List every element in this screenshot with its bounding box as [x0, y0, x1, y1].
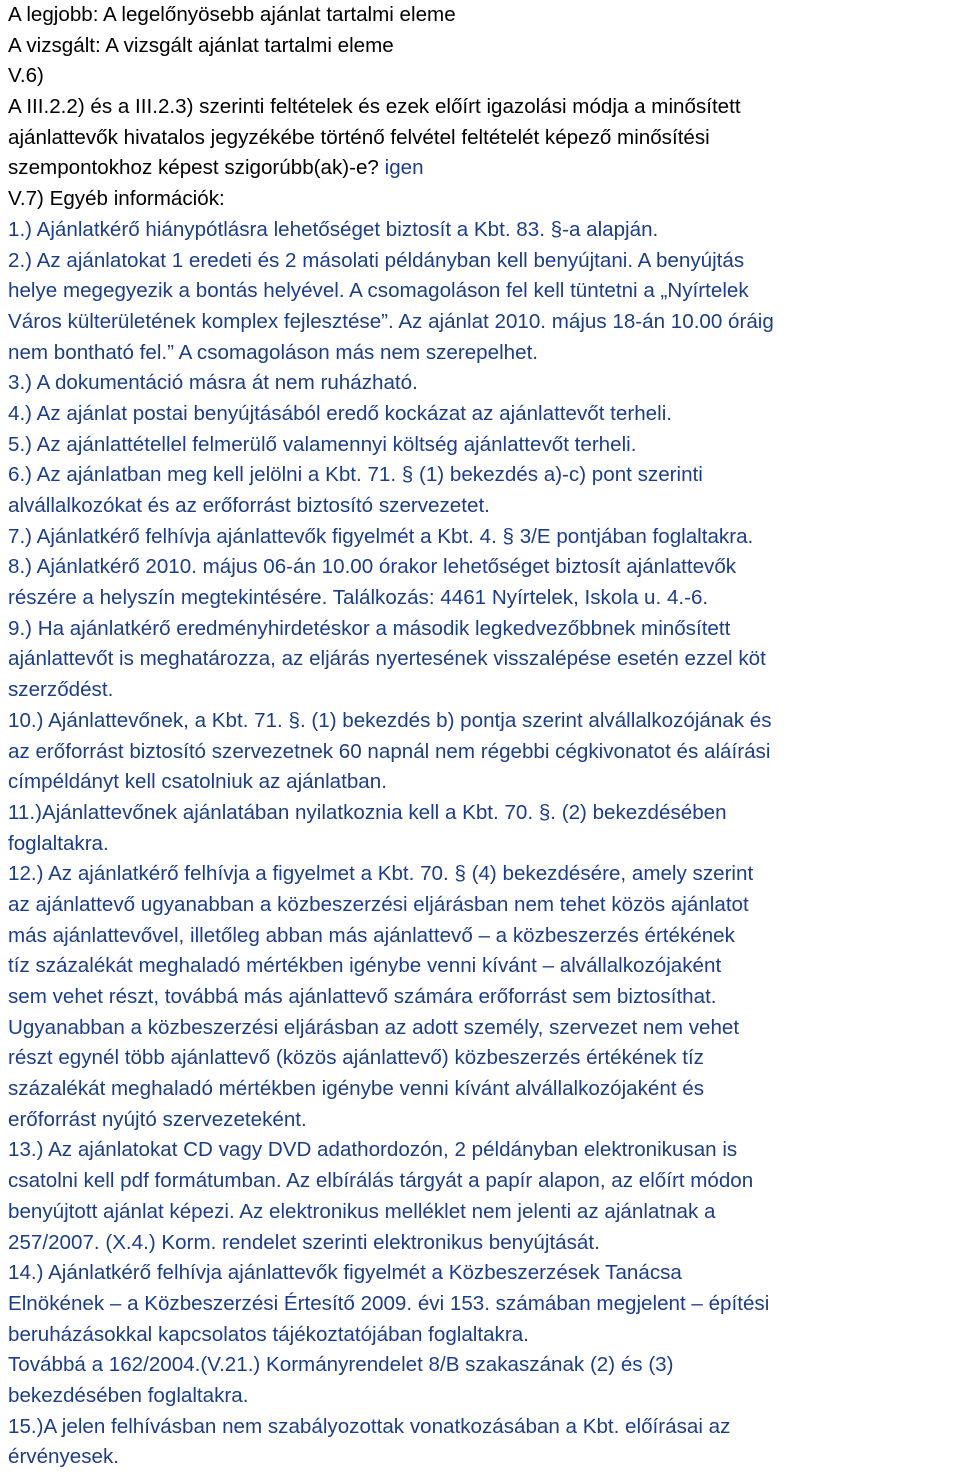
- information-line: Ugyanabban a közbeszerzési eljárásban az adott személy, szervezet nem vehet: [8, 1015, 740, 1039]
- information-line: más ajánlattevővel, illetőleg abban más ajánlattevő – a közbeszerzés értékének: [8, 923, 735, 947]
- information-line: 11.)Ajánlattevőnek ajánlatában nyilatkoznia kell a Kbt. 70. §. (2) bekezdésében: [8, 800, 727, 824]
- information-line: szerződést.: [8, 678, 114, 702]
- information-line: benyújtott ajánlat képezi. Az elektronikus melléklet nem jelenti az ajánlatnak a: [8, 1199, 716, 1223]
- examined-offer-legend: A vizsgált: A vizsgált ajánlat tartalmi eleme: [8, 33, 394, 57]
- information-line: 5.) Az ajánlattétellel felmerülő valamennyi költség ajánlattevőt terheli.: [8, 432, 637, 456]
- information-line: helye megegyezik a bontás helyével. A csomagoláson fel kell tüntetni a „Nyírtelek: [8, 279, 749, 303]
- information-line: 9.) Ha ajánlatkérő eredményhirdetéskor a második legkedvezőbbnek minősített: [8, 616, 731, 640]
- section-number: V.6): [8, 64, 44, 88]
- information-line: sem vehet részt, továbbá más ajánlattevő számára erőforrást sem biztosíthat.: [8, 985, 717, 1008]
- best-offer-legend: A legjobb: A legelőnyösebb ajánlat tartalmi eleme: [8, 3, 456, 26]
- information-line: 10.) Ajánlattevőnek, a Kbt. 71. §. (1) bekezdés b) pontja szerint alvállalkozójának és: [8, 708, 772, 732]
- question-line-last: [8, 153, 960, 184]
- question-line: A III.2.2) és a III.2.3) szerinti feltételek és ezek előírt igazolási módja a minősített: [8, 95, 741, 119]
- information-line: 3.) A dokumentáció másra át nem ruházható.: [8, 371, 418, 395]
- information-line: Továbbá a 162/2004.(V.21.) Kormányrendelet 8/B szakaszának (2) és (3): [8, 1353, 674, 1377]
- information-line: 12.) Az ajánlatkérő felhívja a figyelmet a Kbt. 70. § (4) bekezdésére, amely szerint: [8, 862, 754, 886]
- information-line: címpéldányt kell csatolniuk az ajánlatban.: [8, 770, 387, 794]
- section-heading: V.7) Egyéb információk:: [8, 187, 225, 211]
- information-line: 14.) Ajánlatkérő felhívja ajánlattevők figyelmét a Közbeszerzések Tanácsa: [8, 1261, 682, 1285]
- information-line: százalékát meghaladó mértékben igénybe venni kívánt alvállalkozójaként és: [8, 1077, 705, 1101]
- information-line: 4.) Az ajánlat postai benyújtásából eredő kockázat az ajánlattevőt terheli.: [8, 401, 672, 425]
- question-text: szempontokhoz képest szigorúbb(ak)-e?: [8, 156, 379, 180]
- information-line: 257/2007. (X.4.) Korm. rendelet szerinti elektronikus benyújtását.: [8, 1230, 600, 1254]
- information-line: 6.) Az ajánlatban meg kell jelölni a Kbt. 71. § (1) bekezdés a)-c) pont szerinti: [8, 463, 703, 487]
- information-line: 7.) Ajánlatkérő felhívja ajánlattevők figyelmét a Kbt. 4. § 3/E pontjában foglaltakra.: [8, 524, 754, 548]
- information-line: Elnökének – a Közbeszerzési Értesítő 2009. évi 153. számában megjelent – építési: [8, 1291, 770, 1315]
- information-line: bekezdésében foglaltakra.: [8, 1383, 249, 1407]
- information-list: [8, 215, 960, 1473]
- information-line: 13.) Az ajánlatokat CD vagy DVD adathordozón, 2 példányban elektronikusan is: [8, 1138, 738, 1162]
- information-line: ajánlattevőt is meghatározza, az eljárás nyertesének visszalépése esetén ezzel köt: [8, 647, 766, 671]
- information-line: érvényesek.: [8, 1445, 120, 1469]
- information-line: tíz százalékát meghaladó mértékben igénybe venni kívánt – alvállalkozójaként: [8, 954, 722, 978]
- information-line: részt egynél több ajánlattevő (közös ajánlattevő) közbeszerzés értékének tíz: [8, 1046, 704, 1070]
- question-line: ajánlattevők hivatalos jegyzékébe történő felvétel feltételét képező minősítési: [8, 125, 710, 149]
- information-line: csatolni kell pdf formátumban. Az elbírálás tárgyát a papír alapon, az előírt módon: [8, 1169, 754, 1193]
- information-line: 2.) Az ajánlatokat 1 eredeti és 2 másolati példányban kell benyújtani. A benyújtás: [8, 248, 745, 272]
- information-line: 1.) Ajánlatkérő hiánypótlásra lehetőséget biztosít a Kbt. 83. §-a alapján.: [8, 217, 659, 241]
- information-line: Város külterületének komplex fejlesztése”. Az ajánlat 2010. május 18-án 10.00 óráig: [8, 309, 774, 333]
- information-line: foglaltakra.: [8, 831, 109, 855]
- information-line: alvállalkozókat és az erőforrást biztosító szervezetet.: [8, 494, 490, 517]
- information-line: részére a helyszín megtekintésére. Találkozás: 4461 Nyírtelek, Iskola u. 4.-6.: [8, 586, 709, 610]
- document-page: [8, 0, 960, 1473]
- information-line: nem bontható fel.” A csomagoláson más nem szerepelhet.: [8, 340, 539, 364]
- information-line: 15.)A jelen felhívásban nem szabályozottak vonatkozásában a Kbt. előírásai az: [8, 1414, 731, 1438]
- information-line: erőforrást nyújtó szervezeteként.: [8, 1107, 307, 1131]
- information-line: az erőforrást biztosító szervezetnek 60 napnál nem régebbi cégkivonatot és aláírási: [8, 739, 771, 763]
- information-line: beruházásokkal kapcsolatos tájékoztatójában foglaltakra.: [8, 1322, 529, 1346]
- information-line: 8.) Ajánlatkérő 2010. május 06-án 10.00 órakor lehetőséget biztosít ajánlattevők: [8, 555, 737, 579]
- information-line: az ajánlattevő ugyanabban a közbeszerzési eljárásban nem tehet közös ajánlatot: [8, 892, 749, 916]
- question-answer: igen: [384, 156, 424, 180]
